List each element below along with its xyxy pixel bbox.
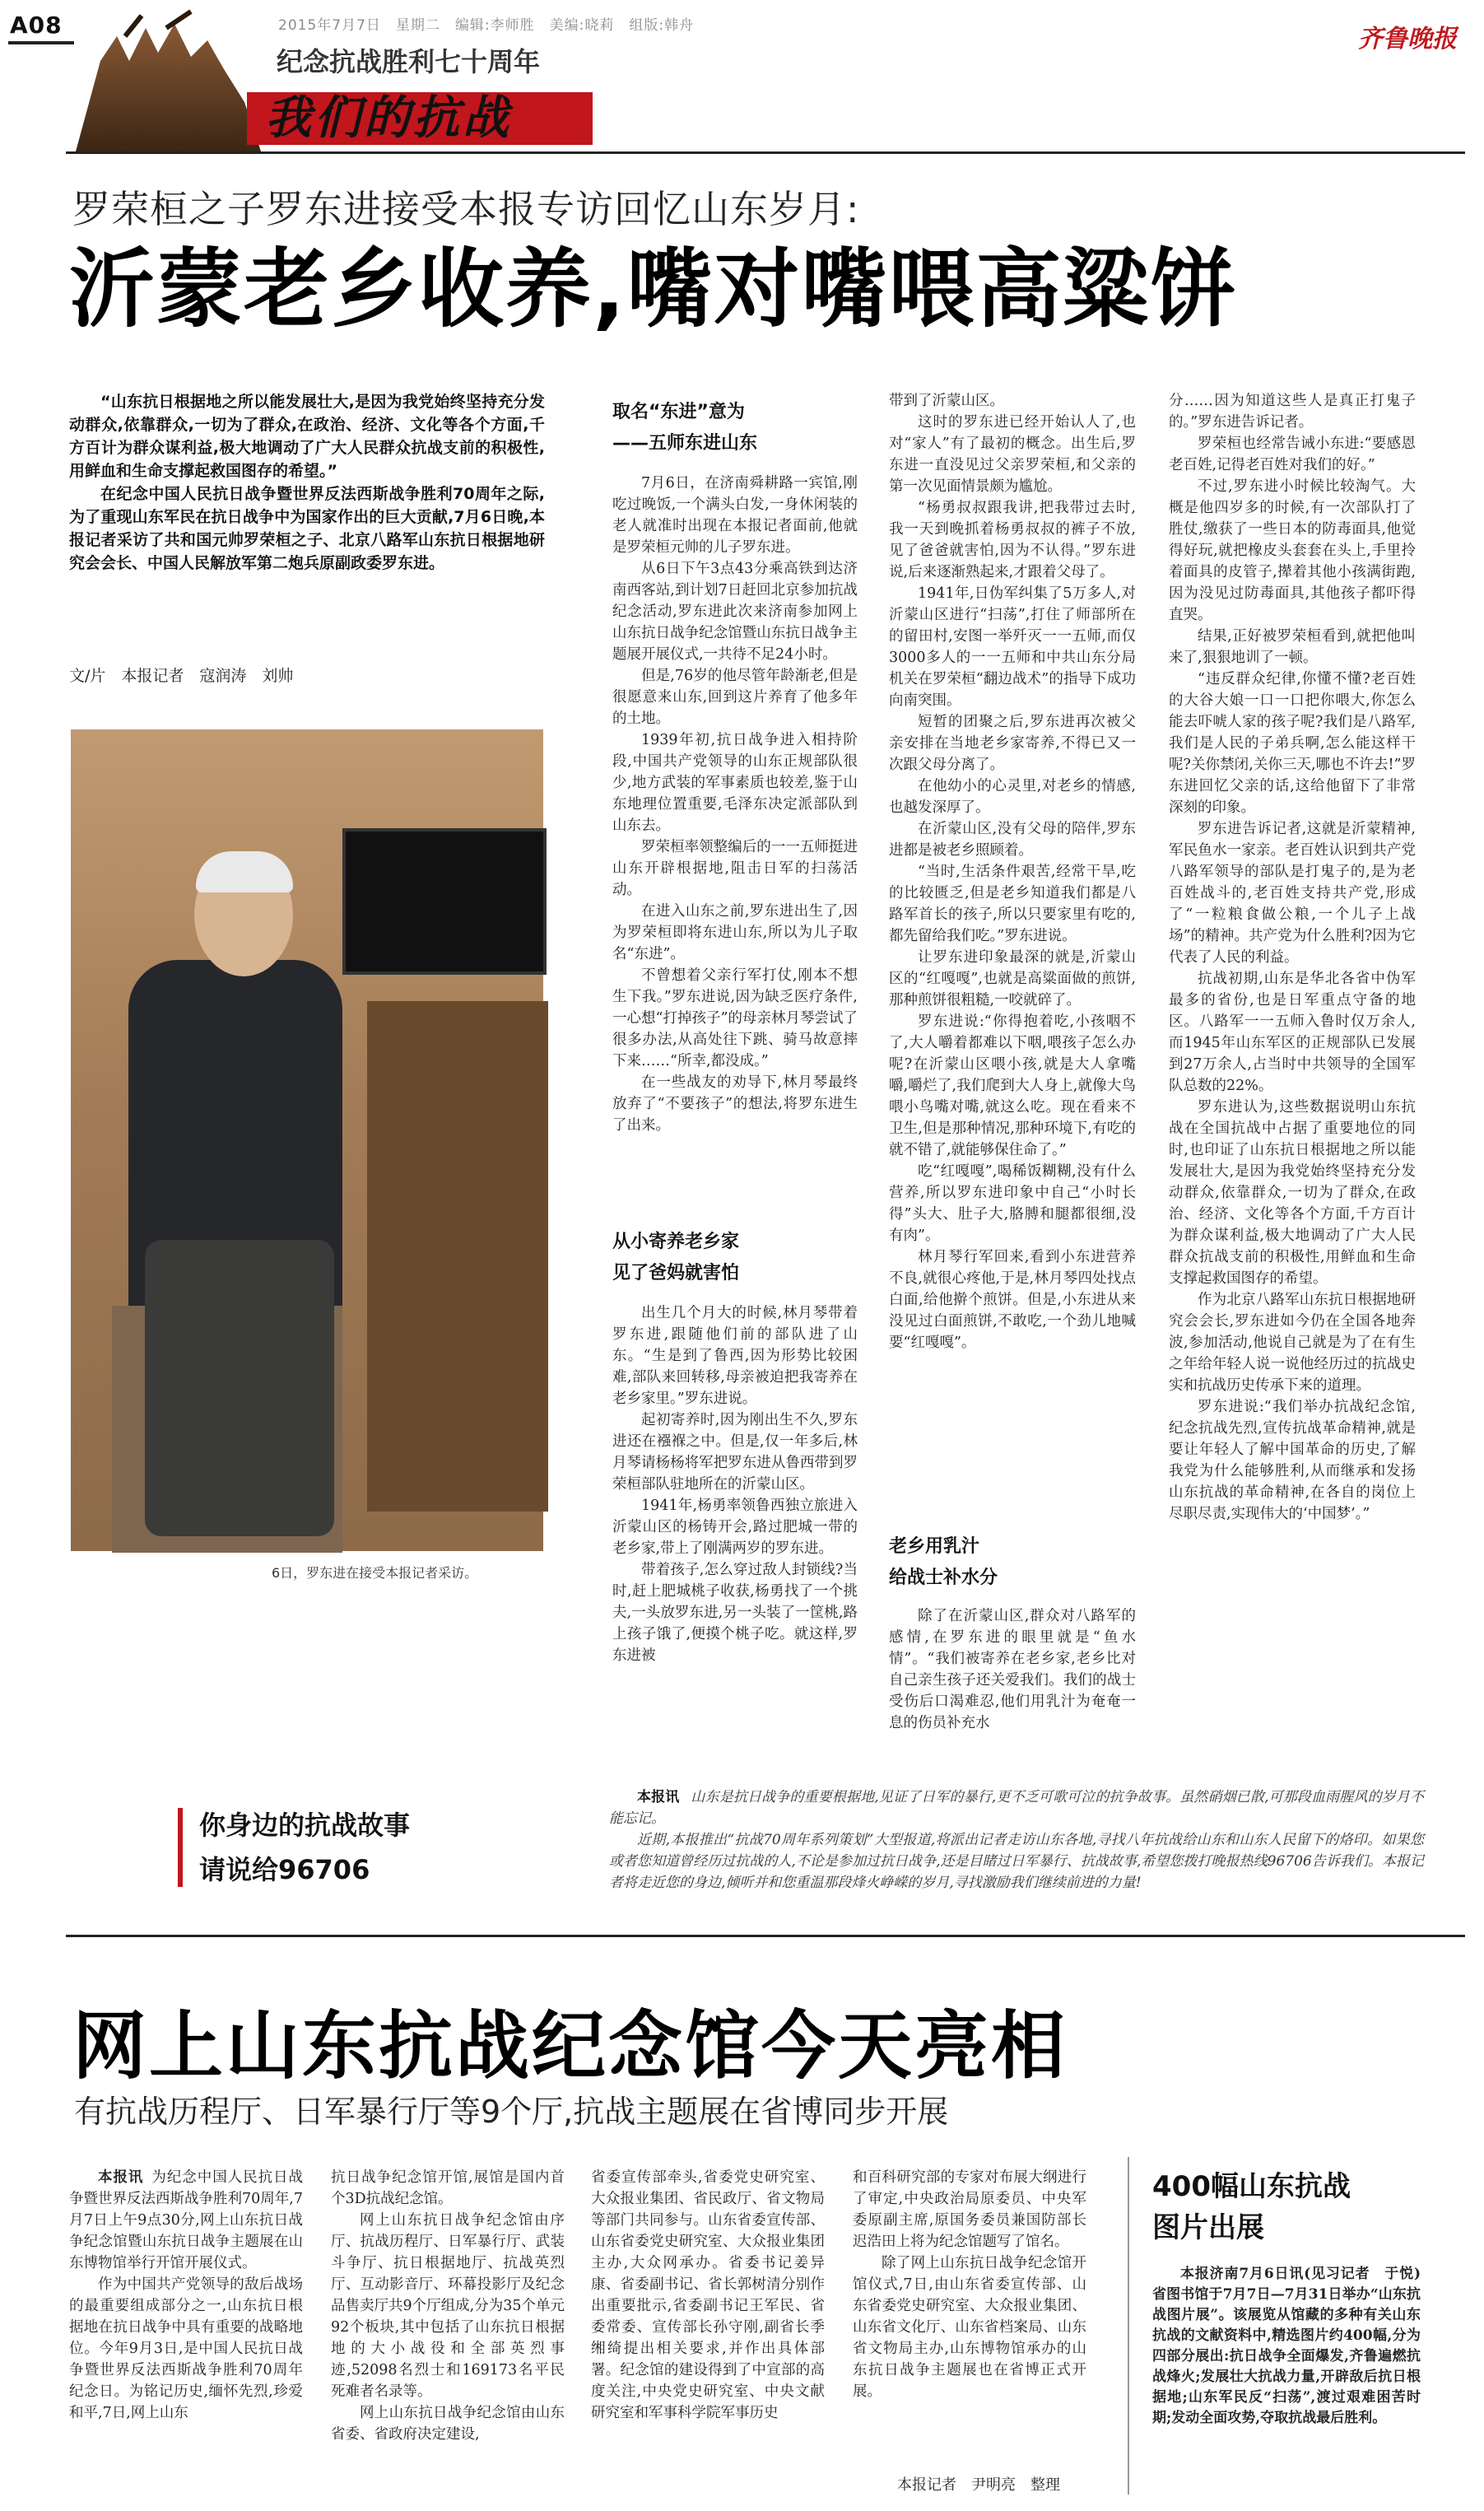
- second-col4-text: 和百科研究部的专家对布展大纲进行了审定,中央政治局原委员、中央军委原副主席,原国务委员兼国防部长迟浩田上将为纪念馆题写了馆名。: [853, 2169, 1086, 2250]
- paragraph: 从6日下午3点43分乘高铁到达济南西客站,到计划7日赶回北京参加抗战纪念活动,罗东进此次来济南参加网上山东抗日战争纪念馆暨山东抗日战争主题展开展仪式,一共待不足24小时。: [612, 561, 858, 663]
- paragraph: 罗东进说:“你得抱着吃,小孩咽不了,大人嚼着都难以下咽,喂孩子怎么办呢?在沂蒙山区喂小孩,就是大人拿嘴嚼,嚼烂了,我们爬到大人身上,就像大鸟喂小鸟嘴对嘴,就这么吃。现在看来不卫生,但是那种情况,那种环境下,有吃的就不错了,就能够保住命了。”: [889, 1013, 1136, 1158]
- column-name: 我们的抗战: [265, 91, 512, 145]
- bookshelf: [367, 1001, 548, 1512]
- second-headline: 网上山东抗战纪念馆今天亮相: [72, 2003, 1068, 2089]
- header-top-rule: [8, 41, 74, 44]
- paragraph: 不过,罗东进小时候比较淘气。大概是他四岁多的时候,有一次部队打了胜仗,缴获了一些日本的防毒面具,他觉得好玩,就把橡皮头套套在头上,手里拎着面具的皮管子,撵着其他小孩满街跑,因为没见过防毒面具,其他孩子都吓得直哭。: [1169, 478, 1416, 623]
- side-brief-body: [1152, 2264, 1435, 2503]
- paragraph: 带着孩子,怎么穿过敌人封锁线?当时,赶上肥城桃子收获,杨勇找了一个挑夫,一头放罗东进,另一头装了一筐桃,路上孩子饿了,便摸个桃子吃。就这样,罗东进被: [612, 1562, 858, 1664]
- paragraph: 但是,76岁的他尽管年龄渐老,但是很愿意来山东,回到这片养育了他多年的土地。: [612, 668, 858, 727]
- paragraph: 在他幼小的心灵里,对老乡的情感,也越发深厚了。: [889, 778, 1136, 816]
- paragraph: 在进入山东之前,罗东进出生了,因为罗荣桓即将东进山东,所以为儿子取名“东进”。: [612, 903, 858, 962]
- lead-col4-text: [1169, 390, 1416, 1732]
- paragraph: 让罗东进印象最深的就是,沂蒙山区的“红嘎嘎”,也就是高粱面做的煎饼,那种煎饼很粗糙,一咬就碎了。: [889, 949, 1136, 1009]
- lead-col2b-text: [612, 1302, 858, 1731]
- paragraph: 1941年,杨勇率领鲁西独立旅进入沂蒙山区的杨铸开会,路过肥城一带的老乡家,带上了刚满两岁的罗东进。: [612, 1498, 858, 1557]
- second-col4-text-b: 除了网上山东抗日战争纪念馆开馆仪式,7日,由山东省委宣传部、山东省委党史研究室、大众报业集团、山东省文化厅、山东省档案局、山东省文物局主办,山东博物馆承办的山东抗日战争主题展也在省博正式开展。: [853, 2255, 1086, 2400]
- paragraph: 在沂蒙山区,没有父母的陪伴,罗东进都是被老乡照顾着。: [889, 821, 1136, 859]
- header-meta: 2015年7月7日 星期二 编辑:李师胜 美编:晓莉 组版:韩舟: [278, 17, 695, 34]
- second-subhead: 有抗战历程厅、日军暴行厅等9个厅,抗战主题展在省博同步开展: [74, 2094, 949, 2130]
- paragraph: 在一些战友的劝导下,林月琴最终放弃了“不要孩子”的想法,将罗东进生了出来。: [612, 1074, 858, 1134]
- second-col4: [853, 2167, 1086, 2463]
- side-brief-title-1: 400幅山东抗战: [1152, 2170, 1351, 2203]
- paragraph: 罗东进说:“我们举办抗战纪念馆,纪念抗战先烈,宣传抗战革命精神,就是要让年轻人了解中国革命的历史,了解我党为什么能够胜利,从而继承和发扬山东抗战的革命精神,在各自的岗位上尽职尽责,实现伟大的‘中国梦’。”: [1169, 1399, 1416, 1522]
- paragraph: 出生几个月大的时候,林月琴带着罗东进,跟随他们前的部队进了山东。“生是到了鲁西,因为形势比较困难,部队来回转移,母亲被迫把我寄养在老乡家里。”罗东进说。: [612, 1305, 858, 1407]
- subhead-2-line2: 见了爸妈就害怕: [612, 1263, 740, 1283]
- lead-col2-text: [612, 473, 858, 1197]
- second-col2-text-b: 网上山东抗日战争纪念馆由序厅、抗战历程厅、日军暴行厅、武装斗争厅、抗日根据地厅、抗战英烈厅、互动影音厅、环幕投影厅及纪念品售卖厅共9个厅组成,分为35个单元92个板块,其中包括了山东抗日根据地的大小战役和全部英烈事迹,52098名烈士和169173名平民死难者名录等。: [331, 2212, 565, 2400]
- second-col2: [331, 2167, 565, 2496]
- paragraph: 分……因为知道这些人是真正打鬼子的。”罗东进告诉记者。: [1169, 393, 1416, 431]
- paragraph: 结果,正好被罗荣桓看到,就把他叫来了,狠狠地训了一顿。: [1169, 628, 1416, 666]
- lead-col3b-text: [889, 1605, 1136, 1729]
- paragraph: “当时,生活条件艰苦,经常干旱,吃的比较匮乏,但是老乡知道我们都是八路军首长的孩子,所以只要家里有吃的,都先留给我们吃。”罗东进说。: [889, 864, 1136, 944]
- paragraph: 林月琴行军回来,看到小东进营养不良,就很心疼他,于是,林月琴四处找点白面,给他擀个煎饼。但是,小东进从来没见过白面煎饼,不敢吃,一个劲儿地喊要“红嘎嘎”。: [889, 1249, 1136, 1351]
- subhead-1-line1: 取名“东进”意为: [612, 402, 745, 422]
- lead-photo-caption: 6日，罗东进在接受本报记者采访。: [272, 1565, 478, 1581]
- paragraph: 1939年初,抗日战争进入相持阶段,中国共产党领导的山东正规部队很少,地方武装的军事素质也较差,鉴于山东地理位置重要,毛泽东决定派部队到山东去。: [612, 732, 858, 834]
- lead-col3-text: [889, 390, 1136, 1526]
- second-byline: 本报记者 尹明亮 整理: [897, 2476, 1060, 2494]
- callout-line1: 你身边的抗战故事: [199, 1810, 411, 1841]
- callout-text: 山东是抗日战争的重要根据地,见证了日军的暴行,更不乏可歌可泣的抗争故事。虽然硝烟已散,可那段血雨腥风的岁月不能忘记。: [609, 1789, 1424, 1827]
- person-hair: [196, 851, 293, 892]
- tv-screen: [342, 828, 547, 975]
- second-col1-text: 为纪念中国人民抗日战争暨世界反法西斯战争胜利70周年,7月7日上午9点30分,网上山东抗日战争纪念馆暨山东抗日战争主题展在山东博物馆举行开馆开展仪式。: [69, 2169, 303, 2271]
- callout-red-bar: [178, 1808, 183, 1887]
- person-legs: [145, 1240, 334, 1536]
- paragraph: “违反群众纪律,你懂不懂?老百姓的大谷大娘一口一口把你喂大,你怎么能去吓唬人家的孩子呢?我们是八路军,我们是人民的子弟兵啊,怎么能这样干呢?关你禁闭,关你三天,哪也不许去!”罗东进回忆父亲的话,这给他留下了非常深刻的印象。: [1169, 671, 1416, 816]
- paper-name-logo: 齐鲁晚报: [1358, 25, 1457, 54]
- lead-headline: 沂蒙老乡收养,嘴对嘴喂高粱饼: [69, 239, 1238, 339]
- subhead-2-line1: 从小寄养老乡家: [612, 1232, 740, 1252]
- paragraph: 1941年,日伪军纠集了5万多人,对沂蒙山区进行“扫荡”,打住了师部所在的留田村,安图一举歼灭一一五师,而仅3000多人的一一五师和中共山东分局机关在罗荣桓“翻边战术”的指导下成功向南突围。: [889, 585, 1136, 709]
- side-brief-text: 本报济南7月6日讯(见习记者 于悦) 省图书馆于7月7日—7月31日举办“山东抗战图片展”。该展览从馆藏的多种有关山东抗战的文献资料中,精选图片约400幅,分为四部分展出:抗日战争全面爆发,齐鲁遍燃抗战烽火;发展壮大抗战力量,开辟敌后抗日根据地;山东军民反“扫荡”,渡过艰难困苦时期;发动全面攻势,夺取抗战最后胜利。: [1152, 2266, 1435, 2426]
- page-number: A08: [10, 12, 63, 39]
- callout-text-2: 近期,本报推出“抗战70周年系列策划”大型报道,将派出记者走访山东各地,寻找八年抗战给山东和山东人民留下的烙印。如果您或者您知道曾经历过抗战的人,不论是参加过抗日战争,还是目睹过日军暴行、抗战故事,希望您拨打晚报热线96706告诉我们。本报记者将走近您的身边,倾听并和您重温那段烽火峥嵘的岁月,寻找激励我们继续前进的力量!: [609, 1832, 1424, 1891]
- paragraph: 起初寄养时,因为刚出生不久,罗东进还在襁褓之中。但是,仅一年多后,林月琴请杨杨将军把罗东进从鲁西带到罗荣桓部队驻地所在的沂蒙山区。: [612, 1412, 858, 1493]
- subhead-3-line2: 给战士补水分: [889, 1568, 998, 1588]
- paragraph: 罗东进告诉记者,这就是沂蒙精神,军民鱼水一家亲。老百姓认识到共产党八路军领导的部队是打鬼子的,是为老百姓战斗的,老百姓支持共产党,形成了“一粒粮食做公粮,一个儿子上战场”的精神。共产党为什么胜利?因为它代表了人民的利益。: [1169, 821, 1416, 966]
- callout-line2: 请说给96706: [199, 1854, 370, 1885]
- paragraph: 不曾想着父亲行军打仗,刚本不想生下我。”罗东进说,因为缺乏医疗条件,一心想“打掉孩子”的母亲林月琴尝试了很多办法,从高处往下跳、骑马故意摔下来……“所幸,都没成。”: [612, 967, 858, 1069]
- second-col3: [591, 2167, 825, 2496]
- monument-statue-graphic: [67, 12, 265, 151]
- paragraph: 短暂的团聚之后,罗东进再次被父亲安排在当地老乡家寄养,不得已又一次跟父母分离了。: [889, 714, 1136, 773]
- second-label: 本报讯: [98, 2169, 144, 2186]
- paragraph: 罗荣桓率领整编后的一一五师挺进山东开辟根据地,阻击日军的扫荡活动。: [612, 839, 858, 898]
- callout-body: [609, 1787, 1424, 1894]
- second-col1: [69, 2167, 303, 2496]
- paragraph: 7月6日，在济南舜耕路一宾馆,刚吃过晚饭,一个满头白发,一身休闲装的老人就准时出现在本报记者面前,他就是罗荣桓元帅的儿子罗东进。: [612, 475, 858, 556]
- paragraph: “杨勇叔叔跟我讲,把我带过去时,我一天到晚抓着杨勇叔叔的裤子不放,见了爸爸就害怕,因为不认得。”罗东进说,后来逐渐熟起来,才跟着父母了。: [889, 500, 1136, 580]
- paragraph: 这时的罗东进已经开始认人了,也对“家人”有了最初的概念。出生后,罗东进一直没见过父亲罗荣桓,和父亲的第一次见面情景颇为尴尬。: [889, 414, 1136, 495]
- second-col2-text: 抗日战争纪念馆开馆,展馆是国内首个3D抗战纪念馆。: [331, 2169, 565, 2207]
- lead-intro-block: [69, 390, 545, 575]
- section-rule: [66, 1935, 1465, 1937]
- paragraph: 抗战初期,山东是华北各省中伪军最多的省份,也是日军重点守备的地区。八路军一一五师入鲁时仅万余人,而1945年山东军区的正规部队已发展到27万余人,占当时中共领导的全国军队总数的22%。: [1169, 971, 1416, 1094]
- lead-byline: 文/片 本报记者 寇润涛 刘帅: [69, 667, 294, 685]
- column-title: 纪念抗战胜利七十周年: [277, 46, 541, 77]
- subhead-1-line2: ——五师东进山东: [612, 433, 758, 454]
- paragraph: 作为北京八路军山东抗日根据地研究会会长,罗东进如今仍在全国各地奔波,参加活动,他说自己就是为了在有生之年给年轻人说一说他经历过的抗战史实和抗战历史传承下来的道理。: [1169, 1292, 1416, 1394]
- second-col1-text-b: 作为中国共产党领导的敌后战场的最重要组成部分之一,山东抗日根据地在抗日战争中具有重要的战略地位。今年9月3日,是中国人民抗日战争暨世界反法西斯战争胜利70周年纪念日。为铭记历史,缅怀先烈,珍爱和平,7日,网上山东: [69, 2276, 303, 2421]
- paragraph: 吃“红嘎嘎”,喝稀饭糊糊,没有什么营养,所以罗东进印象中自己“小时长得”头大、肚子大,胳膊和腿都很细,没有肉”。: [889, 1163, 1136, 1244]
- lead-intro-quote: “山东抗日根据地之所以能发展壮大,是因为我党始终坚持充分发动群众,依靠群众,一切为了群众,在政治、经济、文化等各个方面,千方百计为群众谋利益,极大地调动了广大人民群众抗战支前的积极性,用鲜血和生命支撑起救国图存的希望。”: [69, 393, 545, 480]
- paragraph: 罗荣桓也经常告诫小东进:“要感恩老百姓,记得老百姓对我们的好。”: [1169, 436, 1416, 473]
- lead-kicker: 罗荣桓之子罗东进接受本报专访回忆山东岁月:: [72, 187, 860, 231]
- header-rule: [66, 151, 1465, 154]
- subhead-3-line1: 老乡用乳汁: [889, 1536, 980, 1557]
- lead-intro-body: 在纪念中国人民抗日战争暨世界反法西斯战争胜利70周年之际,为了重现山东军民在抗日战争中为国家作出的巨大贡献,7月6日晚,本报记者采访了共和国元帅罗荣桓之子、北京八路军山东抗日根据地研究会会长、中国人民解放军第二炮兵原副政委罗东进。: [69, 485, 545, 572]
- paragraph: 带到了沂蒙山区。: [889, 393, 1004, 409]
- paragraph: 除了在沂蒙山区,群众对八路军的感情,在罗东进的眼里就是“鱼水情”。“我们被寄养在老乡家,老乡比对自己亲生孩子还关爱我们。我们的战士受伤后口渴难忍,他们用乳汁为奄奄一息的伤员补充水: [889, 1608, 1136, 1731]
- second-col2-text-c: 网上山东抗日战争纪念馆由山东省委、省政府决定建设,: [331, 2405, 565, 2443]
- callout-label: 本报讯: [637, 1789, 680, 1805]
- paragraph: 罗东进认为,这些数据说明山东抗战在全国抗战中占据了重要地位的同时,也印证了山东抗日根据地之所以能发展壮大,是因为我党始终坚持充分发动群众,依靠群众,一切为了群众,在政治、经济、文化等各个方面,千方百计为群众谋利益,极大地调动了广大人民群众抗战支前的积极性,用鲜血和生命支撑起救国图存的希望。: [1169, 1099, 1416, 1287]
- side-brief-divider: [1128, 2157, 1129, 2495]
- side-brief-title-2: 图片出展: [1152, 2211, 1264, 2244]
- second-col3-text: 省委宣传部牵头,省委党史研究室、大众报业集团、省民政厅、省文物局等部门共同参与。山东省委宣传部、山东省委党史研究室、大众报业集团主办,大众网承办。省委书记姜异康、省委副书记、省长郭树清分别作出重要批示,省委副书记王军民、省委常委、宣传部长孙守刚,副省长季缃绮提出相关要求,并作出具体部署。纪念馆的建设得到了中宣部的高度关注,中央党史研究室、中央文献研究室和军事科学院军事历史: [591, 2169, 825, 2421]
- lead-photo: [71, 729, 543, 1551]
